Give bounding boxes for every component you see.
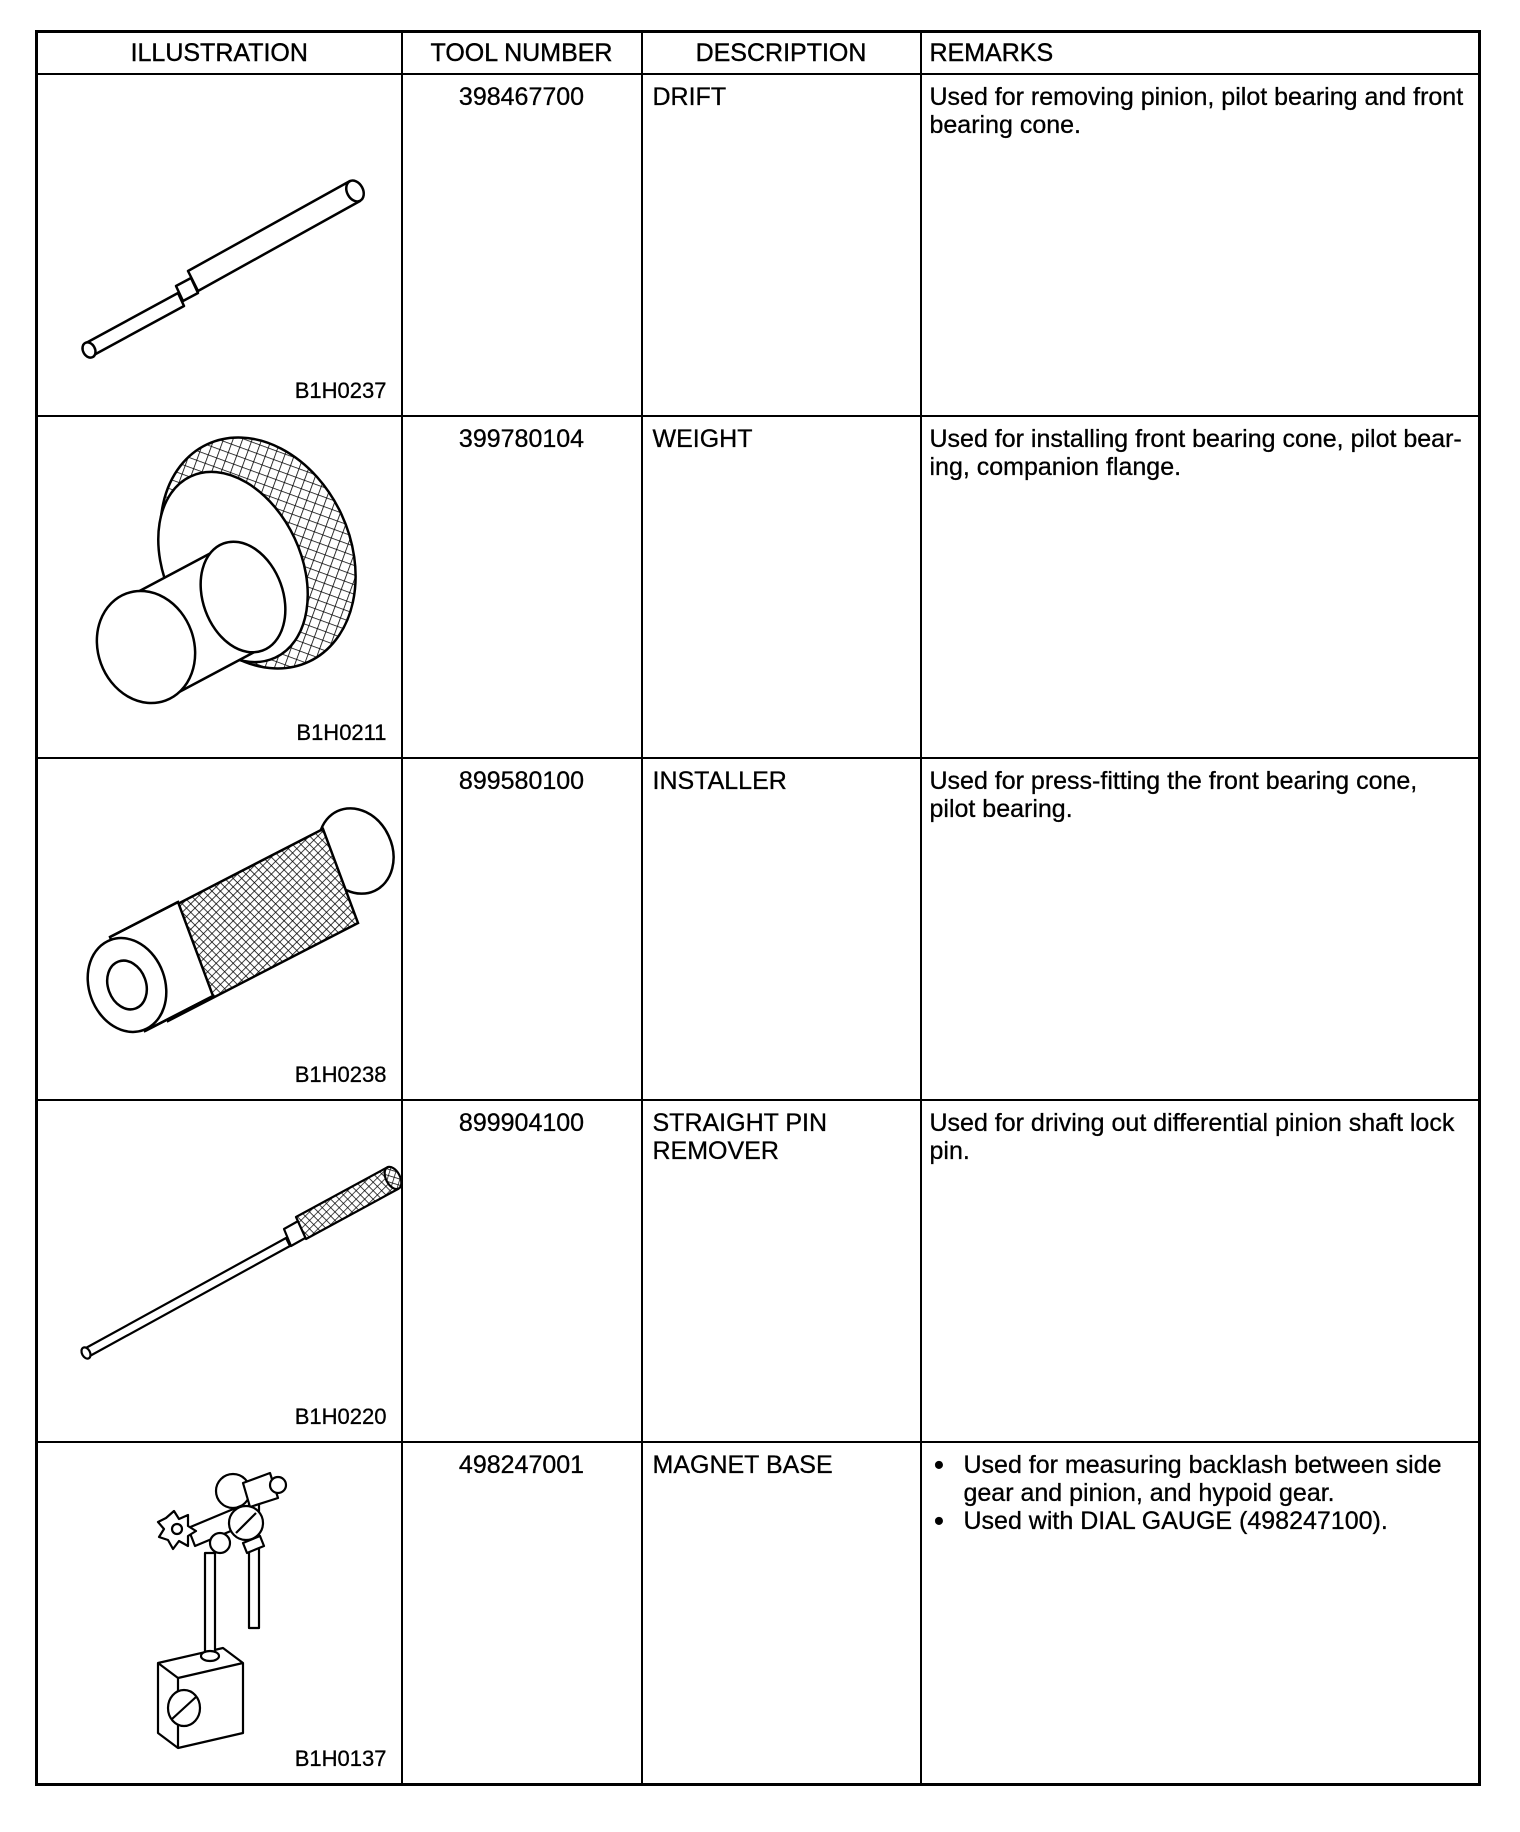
illustration-cell (37, 1100, 402, 1442)
image-code: B1H0237 (294, 378, 387, 403)
remarks (921, 416, 1480, 758)
header-tool-number: TOOL NUMBER (402, 32, 642, 75)
illustration-cell (37, 1442, 402, 1784)
table-row (37, 1100, 1480, 1442)
tool-number: 398467700 (402, 74, 642, 416)
description: STRAIGHT PIN REMOVER (642, 1100, 921, 1442)
remark-item: ● Used with DIAL GAUGE (498247100). (930, 1507, 1469, 1535)
illustration-cell (37, 758, 402, 1100)
header-illustration: ILLUSTRATION (37, 32, 402, 75)
image-code: B1H0220 (294, 1404, 387, 1429)
remark-text: Used for installing front bearing cone, pilot bear-ing, companion flange. (929, 425, 1462, 481)
description: WEIGHT (642, 416, 921, 758)
description: MAGNET BASE (642, 1442, 921, 1784)
table-row (37, 416, 1480, 758)
image-code: B1H0137 (294, 1745, 387, 1771)
tool-number: 399780104 (402, 416, 642, 758)
remarks (921, 1100, 1480, 1442)
illustration-cell (37, 74, 402, 416)
remark-text: Used for removing pinion, pilot bearing and front bearing cone. (929, 83, 1464, 139)
header-description: DESCRIPTION (642, 32, 921, 75)
tool-number: 899580100 (402, 758, 642, 1100)
special-tools-table (35, 30, 1481, 1786)
table-row (37, 74, 1480, 416)
image-code: B1H0211 (296, 720, 387, 745)
description: DRIFT (642, 74, 921, 416)
header-remarks: REMARKS (921, 32, 1480, 75)
installer-icon (38, 759, 403, 1101)
remark-text: Used for press-fitting the front bearing cone, pilot bearing. (929, 767, 1418, 823)
table-row (37, 758, 1480, 1100)
remarks (921, 1442, 1480, 1784)
description: INSTALLER (642, 758, 921, 1100)
header-row (37, 32, 1480, 75)
remarks (921, 74, 1480, 416)
remark-text: Used for driving out differential pinion shaft lock pin. (929, 1109, 1455, 1165)
tool-number: 498247001 (402, 1442, 642, 1784)
weight-icon (38, 417, 403, 759)
remark-item: ● Used for measuring backlash between side gear and pinion, and hypoid gear. (930, 1451, 1469, 1507)
pin-remover-icon (38, 1101, 403, 1443)
drift-icon (38, 75, 403, 417)
remarks (921, 758, 1480, 1100)
image-code: B1H0238 (294, 1062, 387, 1087)
remark-list (930, 1451, 1469, 1535)
magnet-base-icon (38, 1443, 403, 1785)
table-row (37, 1442, 1480, 1784)
illustration-cell (37, 416, 402, 758)
tool-number: 899904100 (402, 1100, 642, 1442)
